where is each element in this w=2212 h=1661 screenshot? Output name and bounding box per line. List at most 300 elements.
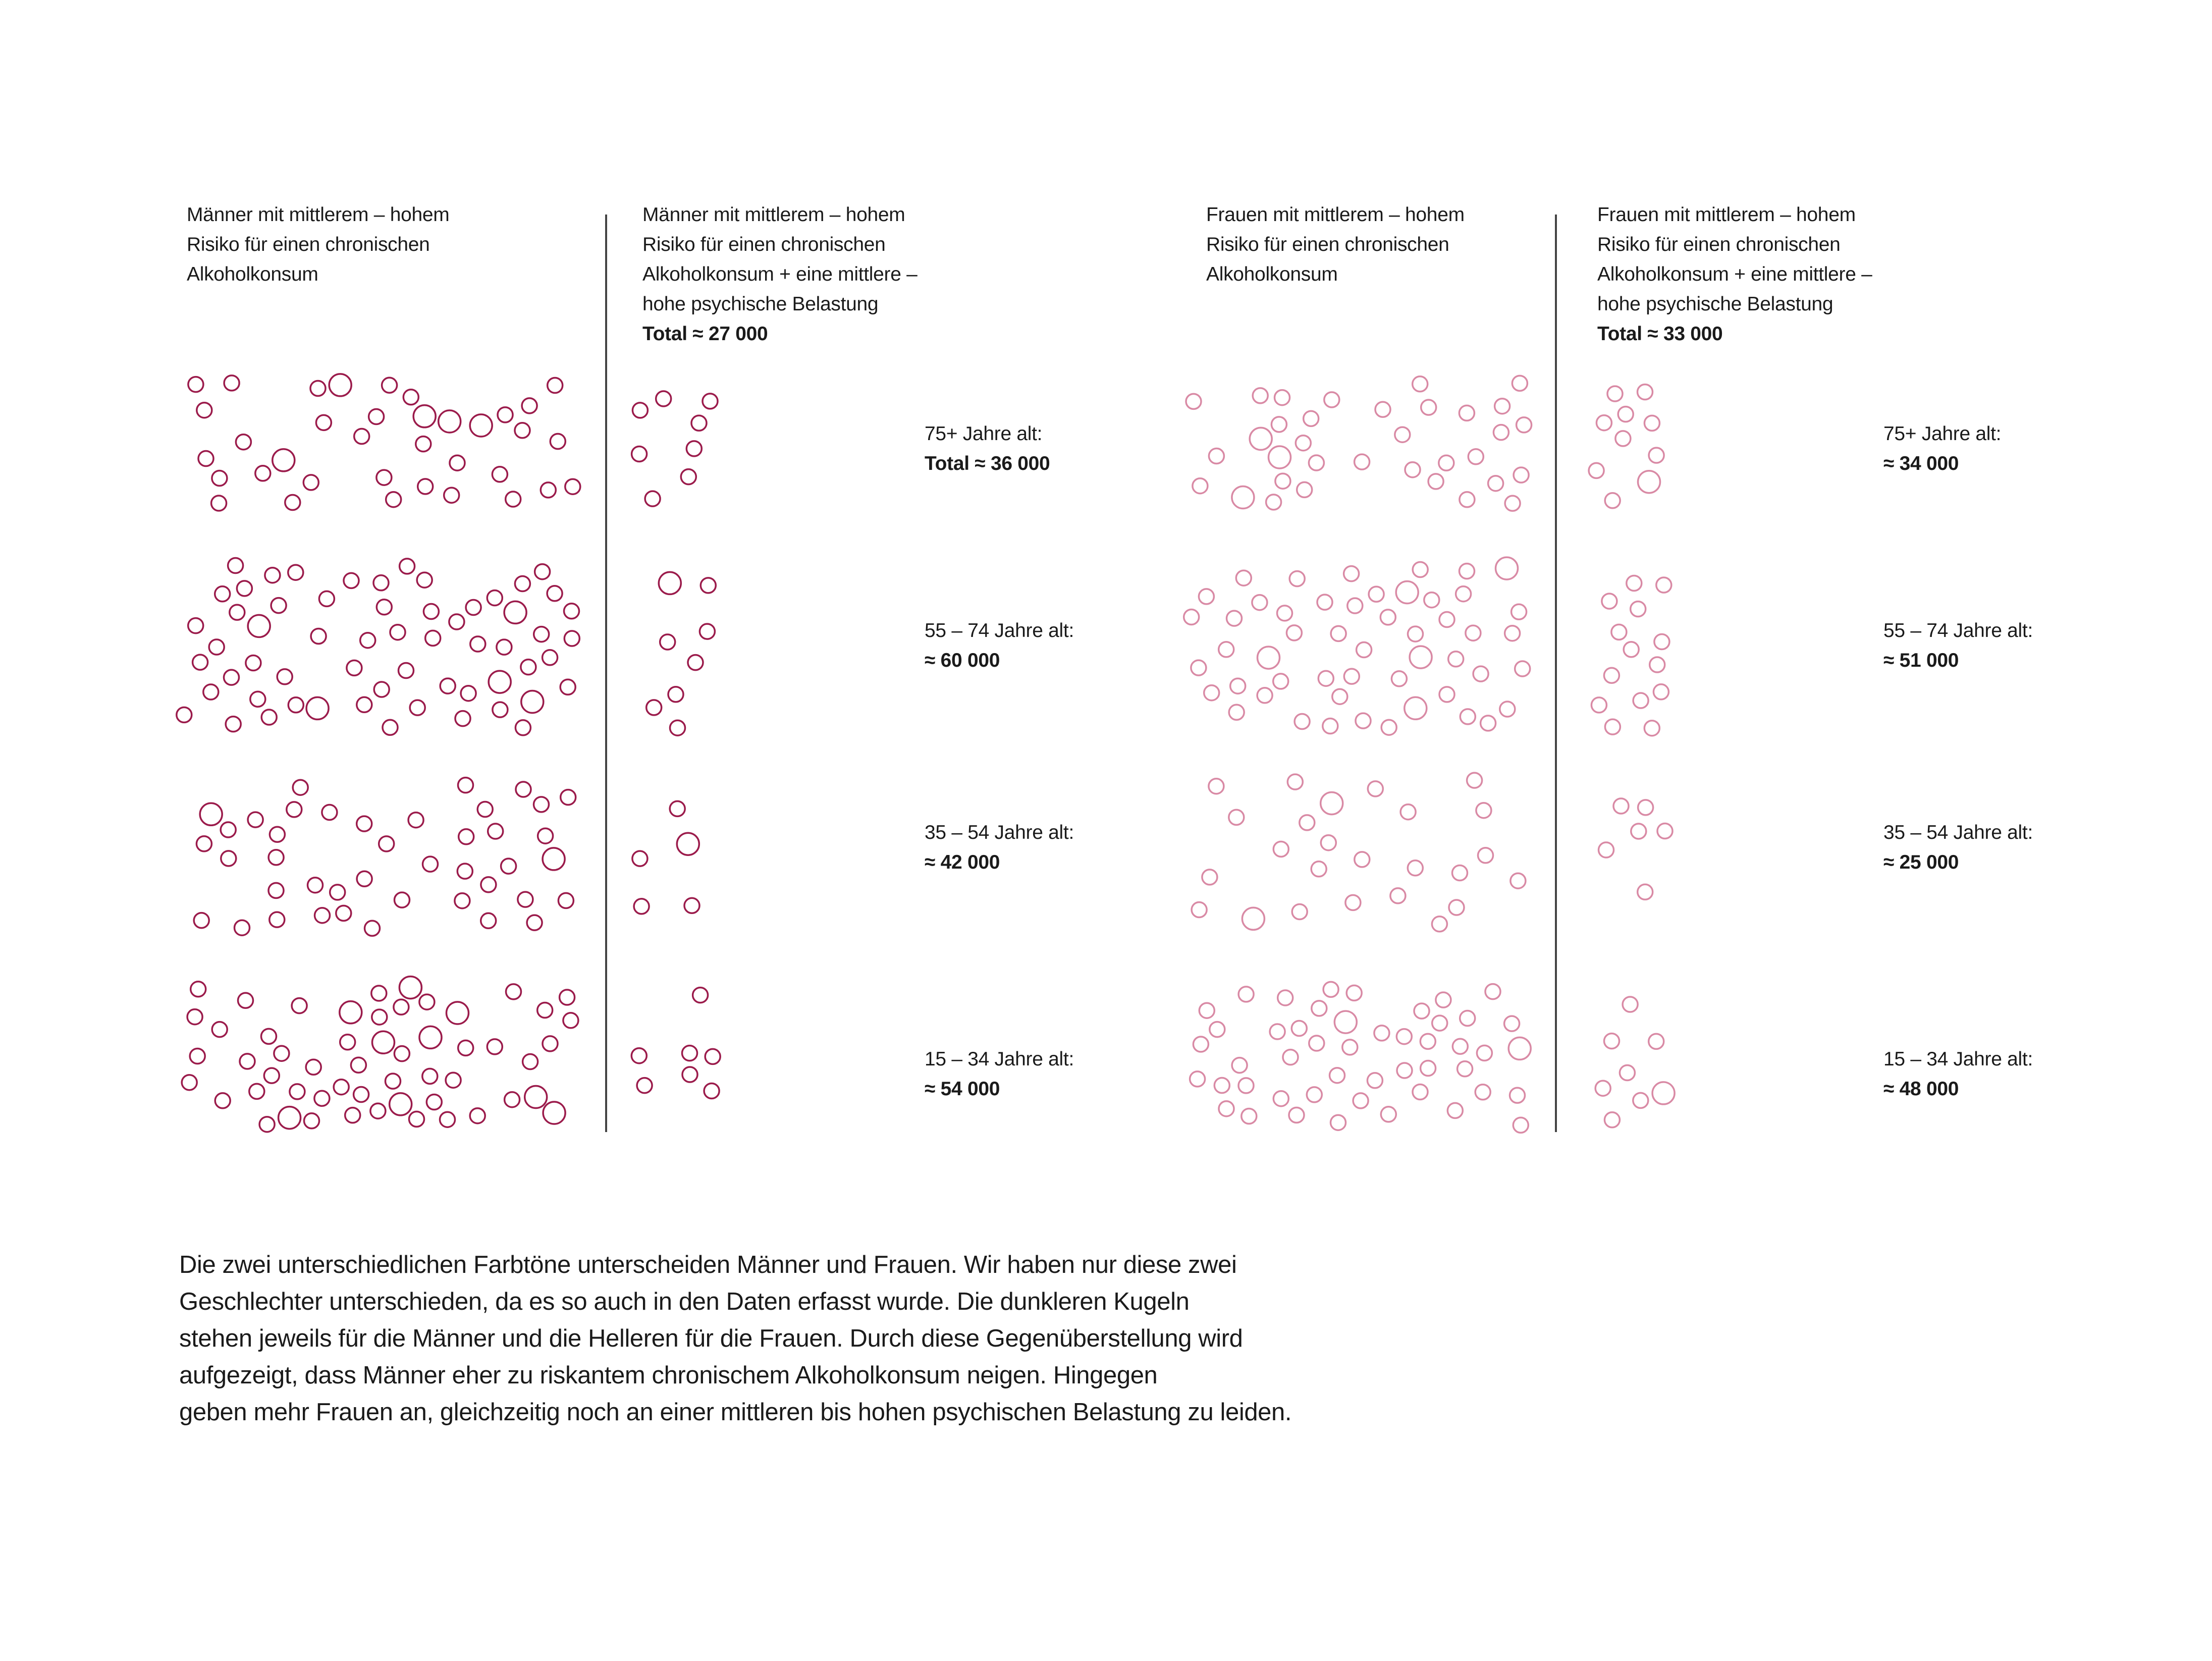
bubble-m-risk-75plus: [515, 423, 530, 438]
bubble-w-risk-35-54: [1449, 900, 1464, 915]
bubble-m-risk-15-34: [306, 1059, 321, 1075]
age-label-women-55-74: [1883, 616, 2033, 675]
bubble-w-risk-35-54: [1321, 835, 1336, 850]
bubble-w-risk-15-34: [1432, 1015, 1447, 1031]
bubble-m-risk-75plus: [386, 492, 401, 507]
bubble-w-risk-55-74: [1347, 598, 1363, 613]
bubble-m-risk-35-54: [538, 828, 553, 843]
bubble-m-risk-55-74: [357, 697, 372, 712]
bubble-w-risk-55-74: [1323, 719, 1338, 734]
bubble-w-risk-psych-35-54: [1638, 800, 1653, 815]
bubble-w-risk-15-34: [1367, 1073, 1382, 1088]
bubble-w-risk-35-54: [1368, 781, 1383, 796]
bubble-m-risk-55-74: [515, 576, 530, 592]
bubble-m-risk-55-74: [399, 663, 414, 678]
header-line: Risiko für einen chronischen: [1206, 234, 1449, 255]
bubble-w-risk-35-54: [1432, 917, 1447, 932]
bubble-m-risk-75plus: [413, 405, 436, 427]
bubble-m-risk-35-54: [194, 913, 209, 928]
bubble-m-risk-15-34: [264, 1068, 279, 1083]
bubble-w-risk-55-74: [1405, 697, 1427, 719]
bubble-w-risk-55-74: [1252, 595, 1267, 610]
bubble-m-risk-55-74: [277, 669, 292, 684]
bubble-m-risk-55-74: [306, 697, 329, 719]
bubble-w-risk-15-34: [1460, 1011, 1475, 1026]
bubble-m-risk-55-74: [461, 686, 476, 701]
bubble-w-risk-75plus: [1421, 400, 1436, 415]
bubble-w-risk-15-34: [1291, 1021, 1307, 1036]
bubble-m-risk-15-34: [240, 1054, 255, 1069]
bubble-m-risk-55-74: [493, 702, 508, 717]
explanation-line: aufgezeigt, dass Männer eher zu riskantem chronischem Alkoholkonsum neigen. Hingegen: [179, 1362, 1158, 1389]
age-group-value: ≈ 51 000: [1883, 650, 1959, 671]
bubble-m-risk-psych-35-54: [677, 833, 699, 855]
bubble-m-risk-psych-55-74: [668, 687, 683, 702]
age-label-women-75plus: [1883, 419, 2001, 478]
bubble-m-risk-15-34: [314, 1091, 330, 1106]
bubble-w-risk-psych-55-74: [1653, 684, 1668, 700]
bubble-w-risk-35-54: [1510, 873, 1526, 888]
bubble-m-risk-35-54: [395, 892, 410, 907]
bubble-m-risk-55-74: [470, 636, 485, 652]
bubble-w-risk-psych-35-54: [1638, 884, 1653, 899]
bubble-m-risk-35-54: [365, 921, 380, 936]
bubble-w-risk-75plus: [1395, 427, 1410, 442]
bubble-w-risk-55-74: [1515, 661, 1530, 676]
bubble-m-risk-55-74: [188, 618, 203, 633]
bubble-m-risk-15-34: [191, 982, 206, 997]
bubble-m-risk-55-74: [193, 655, 208, 670]
bubble-m-risk-55-74: [373, 575, 389, 591]
bubble-w-risk-55-74: [1505, 626, 1520, 641]
bubble-m-risk-55-74: [521, 660, 536, 675]
bubble-w-risk-55-74: [1229, 705, 1244, 720]
bubble-m-risk-15-34: [292, 998, 307, 1013]
bubble-w-risk-psych-35-54: [1599, 842, 1614, 858]
bubble-w-risk-psych-55-74: [1624, 642, 1639, 657]
bubble-m-risk-psych-75plus: [656, 391, 671, 406]
bubble-w-risk-75plus: [1413, 377, 1428, 392]
bubble-m-risk-75plus: [303, 475, 318, 490]
bubble-m-risk-15-34: [409, 1111, 424, 1127]
bubble-m-risk-75plus: [197, 403, 212, 418]
bubble-w-risk-psych-75plus: [1596, 415, 1611, 431]
bubble-w-risk-75plus: [1460, 492, 1475, 507]
bubble-w-risk-55-74: [1230, 678, 1246, 693]
bubble-w-risk-psych-55-74: [1656, 577, 1671, 593]
bubble-m-risk-55-74: [237, 581, 252, 596]
bubble-m-risk-15-34: [386, 1074, 401, 1089]
bubble-m-risk-55-74: [466, 600, 481, 615]
bubble-w-risk-55-74: [1191, 660, 1206, 675]
bubble-m-risk-35-54: [268, 850, 284, 865]
bubble-m-risk-psych-55-74: [660, 634, 675, 650]
bubble-m-risk-55-74: [311, 629, 326, 644]
bubble-w-risk-15-34: [1334, 1011, 1357, 1033]
bubble-m-risk-15-34: [274, 1046, 289, 1061]
bubble-w-risk-55-74: [1317, 595, 1332, 610]
bubble-w-risk-35-54: [1202, 870, 1217, 885]
bubble-w-risk-55-74: [1227, 611, 1242, 626]
bubble-w-risk-psych-55-74: [1631, 602, 1646, 617]
bubble-w-risk-55-74: [1273, 674, 1288, 689]
bubble-w-risk-35-54: [1355, 852, 1370, 867]
bubble-w-risk-psych-75plus: [1605, 493, 1620, 508]
bubble-m-risk-55-74: [390, 625, 405, 640]
bubble-m-risk-55-74: [417, 572, 432, 587]
bubble-m-risk-psych-35-54: [632, 851, 648, 866]
bubble-m-risk-75plus: [444, 488, 459, 503]
bubble-m-risk-35-54: [269, 912, 285, 927]
bubble-m-risk-35-54: [221, 851, 236, 866]
bubble-w-risk-15-34: [1381, 1107, 1396, 1122]
age-group-label: 75+ Jahre alt:: [925, 423, 1043, 445]
bubble-m-risk-75plus: [211, 496, 227, 511]
bubble-w-risk-55-74: [1344, 566, 1359, 581]
bubble-w-risk-75plus: [1186, 394, 1201, 409]
bubble-m-risk-psych-35-54: [634, 899, 649, 914]
bubble-m-risk-psych-15-34: [704, 1084, 719, 1099]
bubble-w-risk-55-74: [1481, 716, 1496, 731]
bubble-w-risk-35-54: [1287, 774, 1303, 789]
bubble-m-risk-75plus: [416, 437, 431, 452]
bubble-m-risk-55-74: [400, 559, 415, 574]
bubble-w-risk-75plus: [1514, 467, 1529, 483]
bubble-m-risk-55-74: [423, 604, 439, 619]
bubble-m-risk-55-74: [497, 639, 512, 655]
bubble-m-risk-15-34: [426, 1095, 442, 1110]
bubble-w-risk-15-34: [1309, 1036, 1324, 1051]
bubble-w-risk-psych-15-34: [1604, 1112, 1620, 1128]
bubble-m-risk-psych-75plus: [686, 441, 702, 456]
bubble-w-risk-75plus: [1517, 417, 1532, 433]
bubble-w-risk-15-34: [1396, 1029, 1412, 1044]
bubble-m-risk-35-54: [558, 893, 573, 908]
bubble-w-risk-psych-55-74: [1611, 624, 1627, 639]
bubble-m-risk-35-54: [481, 913, 496, 928]
bubble-m-risk-55-74: [410, 700, 425, 715]
bubble-w-risk-75plus: [1304, 411, 1319, 426]
bubble-w-risk-15-34: [1414, 1003, 1429, 1019]
bubble-w-risk-55-74: [1199, 589, 1214, 604]
bubble-m-risk-55-74: [215, 586, 230, 602]
bubble-w-risk-15-34: [1278, 990, 1293, 1005]
age-group-label: 15 – 34 Jahre alt:: [1883, 1048, 2033, 1070]
bubble-m-risk-55-74: [344, 573, 359, 588]
bubble-m-risk-15-34: [446, 1073, 461, 1088]
bubble-w-risk-15-34: [1232, 1058, 1247, 1073]
bubble-w-risk-75plus: [1324, 392, 1339, 407]
bubble-m-risk-55-74: [261, 710, 277, 725]
bubble-w-risk-psych-75plus: [1618, 407, 1633, 422]
bubble-m-risk-75plus: [354, 429, 369, 444]
bubble-m-risk-75plus: [285, 495, 300, 510]
bubble-m-risk-15-34: [419, 994, 435, 1009]
bubble-w-risk-75plus: [1439, 455, 1454, 470]
bubble-m-risk-55-74: [489, 671, 511, 693]
bubble-w-risk-55-74: [1439, 687, 1454, 702]
bubble-m-risk-15-34: [249, 1084, 264, 1099]
bubble-w-risk-15-34: [1504, 1016, 1520, 1031]
bubble-m-risk-55-74: [288, 565, 303, 580]
bubble-m-risk-15-34: [345, 1108, 360, 1123]
bubble-w-risk-15-34: [1458, 1061, 1473, 1077]
bubble-m-risk-psych-75plus: [645, 491, 660, 506]
bubble-w-risk-psych-15-34: [1620, 1065, 1635, 1081]
bubble-w-risk-psych-75plus: [1649, 448, 1664, 463]
bubble-w-risk-75plus: [1428, 474, 1443, 489]
bubble-m-risk-35-54: [293, 780, 308, 795]
bubble-w-risk-15-34: [1193, 1037, 1208, 1052]
header-line: Männer mit mittlerem – hohem: [642, 204, 905, 226]
bubble-m-risk-psych-55-74: [700, 578, 716, 593]
bubble-w-risk-15-34: [1190, 1071, 1205, 1087]
bubble-w-risk-15-34: [1374, 1026, 1389, 1041]
bubble-m-risk-75plus: [382, 378, 397, 393]
bubble-m-risk-75plus: [236, 435, 251, 450]
bubble-m-risk-psych-35-54: [670, 801, 685, 816]
bubble-m-risk-15-34: [394, 999, 409, 1014]
bubble-m-risk-15-34: [422, 1068, 438, 1084]
bubble-w-risk-35-54: [1390, 888, 1406, 903]
bubble-w-risk-75plus: [1505, 496, 1520, 511]
bubble-m-risk-55-74: [250, 691, 265, 707]
bubble-m-risk-psych-75plus: [681, 469, 696, 485]
bubble-m-risk-55-74: [560, 679, 575, 694]
bubble-m-risk-15-34: [399, 977, 421, 999]
bubble-m-risk-55-74: [347, 660, 362, 675]
bubble-w-risk-15-34: [1214, 1078, 1229, 1093]
bubble-m-risk-15-34: [560, 990, 575, 1005]
bubble-w-risk-15-34: [1307, 1087, 1322, 1102]
bubble-w-risk-psych-75plus: [1638, 385, 1653, 400]
bubble-w-risk-psych-15-34: [1633, 1093, 1648, 1108]
explanation-line: stehen jeweils für die Männer und die Helleren für die Frauen. Durch diese Gegenüberstellung wird: [179, 1325, 1243, 1352]
bubble-m-risk-15-34: [543, 1102, 565, 1124]
bubble-w-risk-55-74: [1456, 586, 1471, 602]
bubble-w-risk-15-34: [1331, 1115, 1346, 1130]
bubble-w-risk-15-34: [1436, 992, 1451, 1007]
bubble-w-risk-75plus: [1269, 446, 1291, 468]
bubble-m-risk-75plus: [273, 449, 295, 471]
bubble-m-risk-55-74: [360, 633, 375, 648]
bubble-m-risk-75plus: [541, 483, 556, 498]
bubble-w-risk-15-34: [1342, 1040, 1358, 1055]
bubble-m-risk-psych-55-74: [688, 655, 703, 670]
header-line: Alkoholkonsum: [1206, 263, 1338, 285]
bubble-m-risk-15-34: [290, 1084, 305, 1099]
explanation-line: geben mehr Frauen an, gleichzeitig noch an einer mittleren bis hohen psychischen Belastung zu leiden.: [179, 1399, 1292, 1426]
bubble-m-risk-35-54: [330, 885, 345, 900]
age-group-value: Total ≈ 36 000: [925, 453, 1050, 474]
bubble-w-risk-15-34: [1199, 1003, 1214, 1018]
bubble-w-risk-psych-55-74: [1605, 719, 1620, 734]
bubble-m-risk-55-74: [265, 568, 280, 583]
bubble-w-risk-75plus: [1232, 487, 1254, 509]
bubble-w-risk-55-74: [1286, 625, 1302, 640]
bubble-m-risk-35-54: [248, 812, 263, 827]
bubble-m-risk-35-54: [196, 836, 211, 851]
bubble-w-risk-55-74: [1500, 702, 1515, 717]
bubble-m-risk-15-34: [505, 1092, 520, 1107]
bubble-m-risk-55-74: [487, 591, 502, 606]
bubble-w-risk-55-74: [1496, 557, 1518, 579]
bubble-w-risk-15-34: [1312, 1001, 1327, 1016]
bubble-w-risk-15-34: [1353, 1093, 1368, 1108]
bubble-m-risk-psych-55-74: [699, 624, 715, 639]
bubble-m-risk-psych-75plus: [703, 394, 718, 409]
bubble-m-risk-15-34: [394, 1046, 409, 1061]
bubble-w-risk-35-54: [1242, 907, 1264, 930]
bubble-m-risk-55-74: [383, 720, 398, 735]
bubble-m-risk-35-54: [200, 803, 222, 825]
age-label-women-35-54: [1883, 818, 2033, 877]
explanation-line: Die zwei unterschiedlichen Farbtöne unterscheiden Männer und Frauen. Wir haben nur diese zwei: [179, 1251, 1237, 1278]
bubble-m-risk-15-34: [470, 1108, 485, 1123]
bubble-w-risk-55-74: [1219, 642, 1234, 657]
bubble-m-risk-35-54: [543, 848, 565, 870]
bubble-w-risk-55-74: [1318, 671, 1333, 686]
bubble-m-risk-15-34: [334, 1080, 349, 1095]
bubble-m-risk-psych-15-34: [682, 1046, 697, 1061]
bubble-w-risk-15-34: [1421, 1061, 1436, 1076]
bubble-w-risk-55-74: [1380, 610, 1395, 625]
bubble-m-risk-75plus: [212, 471, 227, 486]
bubble-m-risk-35-54: [561, 790, 576, 805]
bubble-w-risk-35-54: [1292, 904, 1307, 920]
bubble-m-risk-55-74: [209, 639, 224, 655]
bubble-w-risk-75plus: [1271, 417, 1286, 432]
bubble-w-risk-75plus: [1266, 495, 1281, 510]
bubble-w-risk-55-74: [1448, 652, 1464, 667]
bubble-m-risk-75plus: [329, 374, 351, 396]
bubble-m-risk-15-34: [371, 986, 387, 1001]
bubble-w-risk-15-34: [1283, 1050, 1298, 1065]
bubble-w-risk-55-74: [1344, 669, 1359, 684]
header-line: Alkoholkonsum + eine mittlere –: [642, 263, 918, 285]
bubble-m-risk-55-74: [226, 717, 241, 732]
bubble-w-risk-55-74: [1410, 646, 1432, 668]
age-group-label: 15 – 34 Jahre alt:: [925, 1048, 1074, 1070]
header-line: Frauen mit mittlerem – hohem: [1206, 204, 1465, 226]
bubble-m-risk-35-54: [269, 827, 285, 842]
bubble-w-risk-psych-55-74: [1591, 698, 1606, 713]
bubble-m-risk-15-34: [261, 1029, 277, 1044]
bubble-w-risk-55-74: [1357, 642, 1372, 658]
bubble-m-risk-75plus: [376, 470, 392, 485]
bubble-m-risk-15-34: [523, 1054, 538, 1069]
bubble-m-risk-psych-15-34: [693, 988, 708, 1003]
bubble-w-risk-psych-55-74: [1650, 657, 1665, 672]
bubble-m-risk-35-54: [379, 836, 394, 851]
bubble-m-risk-15-34: [304, 1113, 319, 1129]
bubble-w-risk-psych-55-74: [1633, 693, 1648, 708]
bubble-m-risk-psych-15-34: [631, 1048, 646, 1063]
bubble-w-risk-psych-75plus: [1615, 431, 1631, 446]
bubble-m-risk-75plus: [188, 377, 203, 392]
bubble-w-risk-15-34: [1447, 1103, 1463, 1118]
bubble-m-risk-15-34: [238, 993, 253, 1008]
bubble-m-risk-15-34: [340, 1035, 355, 1050]
bubble-w-risk-psych-55-74: [1644, 721, 1659, 736]
bubble-w-risk-psych-35-54: [1631, 824, 1646, 839]
bubble-w-risk-15-34: [1475, 1085, 1490, 1100]
bubble-m-risk-75plus: [506, 492, 521, 507]
bubble-m-risk-15-34: [419, 1026, 442, 1048]
bubble-w-risk-psych-55-74: [1654, 634, 1669, 650]
bubble-w-risk-15-34: [1508, 1037, 1531, 1059]
bubble-m-risk-psych-75plus: [632, 447, 647, 462]
bubble-w-risk-psych-15-34: [1649, 1034, 1664, 1049]
bubble-m-risk-15-34: [543, 1036, 558, 1051]
bubble-m-risk-75plus: [450, 455, 465, 470]
bubble-w-risk-55-74: [1460, 564, 1475, 579]
header-line: Alkoholkonsum: [187, 263, 318, 285]
explanation-text: [179, 1247, 1291, 1431]
bubble-m-risk-35-54: [458, 778, 473, 793]
bubble-m-risk-15-34: [487, 1039, 502, 1054]
bubble-m-risk-psych-75plus: [632, 403, 648, 418]
header-line: Risiko für einen chronischen: [642, 234, 886, 255]
bubble-w-risk-55-74: [1236, 570, 1251, 585]
bubble-m-risk-15-34: [190, 1049, 205, 1064]
age-label-women-15-34: [1883, 1044, 2033, 1104]
bubble-w-risk-75plus: [1355, 454, 1370, 469]
bubble-m-risk-75plus: [403, 390, 418, 405]
bubble-w-risk-75plus: [1297, 482, 1312, 497]
bubble-m-risk-35-54: [322, 805, 337, 820]
age-group-value: ≈ 25 000: [1883, 851, 1959, 873]
header-line: hohe psychische Belastung: [642, 293, 879, 315]
bubble-w-risk-75plus: [1309, 455, 1324, 470]
bubble-w-risk-15-34: [1413, 1085, 1428, 1100]
bubble-w-risk-75plus: [1296, 436, 1311, 451]
bubble-w-risk-psych-35-54: [1613, 798, 1629, 814]
bubble-m-risk-15-34: [354, 1087, 369, 1102]
bubble-w-risk-55-74: [1466, 625, 1481, 640]
bubble-w-risk-55-74: [1473, 666, 1488, 681]
bubble-w-risk-35-54: [1311, 862, 1326, 877]
bubble-w-risk-55-74: [1184, 610, 1199, 625]
age-group-value: ≈ 42 000: [925, 851, 1000, 873]
bubble-w-risk-35-54: [1478, 848, 1493, 863]
column-total: Total ≈ 27 000: [642, 323, 768, 345]
bubble-w-risk-psych-55-74: [1604, 668, 1619, 683]
bubble-m-risk-psych-55-74: [659, 572, 681, 594]
bubble-m-risk-75plus: [550, 434, 565, 449]
explanation-line: Geschlechter unterschieden, da es so auch in den Daten erfasst wurde. Die dunkleren Kugeln: [179, 1288, 1190, 1315]
bubble-m-risk-35-54: [534, 797, 549, 812]
bubble-w-risk-75plus: [1459, 405, 1474, 420]
bubble-m-risk-75plus: [470, 414, 492, 437]
bubble-m-risk-55-74: [564, 604, 579, 619]
bubble-w-risk-75plus: [1375, 402, 1390, 417]
bubble-m-risk-15-34: [340, 1001, 362, 1024]
bubble-w-risk-35-54: [1408, 861, 1423, 876]
bubble-w-risk-35-54: [1467, 773, 1482, 788]
bubble-w-risk-75plus: [1488, 476, 1503, 491]
column-total: Total ≈ 33 000: [1597, 323, 1723, 345]
bubble-m-risk-15-34: [187, 1009, 202, 1025]
age-group-label: 35 – 54 Jahre alt:: [925, 822, 1074, 843]
bubble-m-risk-35-54: [315, 908, 330, 923]
bubble-m-risk-75plus: [565, 479, 580, 494]
bubble-w-risk-15-34: [1270, 1024, 1285, 1039]
bubble-m-risk-55-74: [543, 650, 558, 665]
bubble-w-risk-55-74: [1258, 647, 1280, 669]
bubble-m-risk-psych-15-34: [637, 1078, 652, 1093]
bubble-m-risk-15-34: [212, 1022, 227, 1037]
